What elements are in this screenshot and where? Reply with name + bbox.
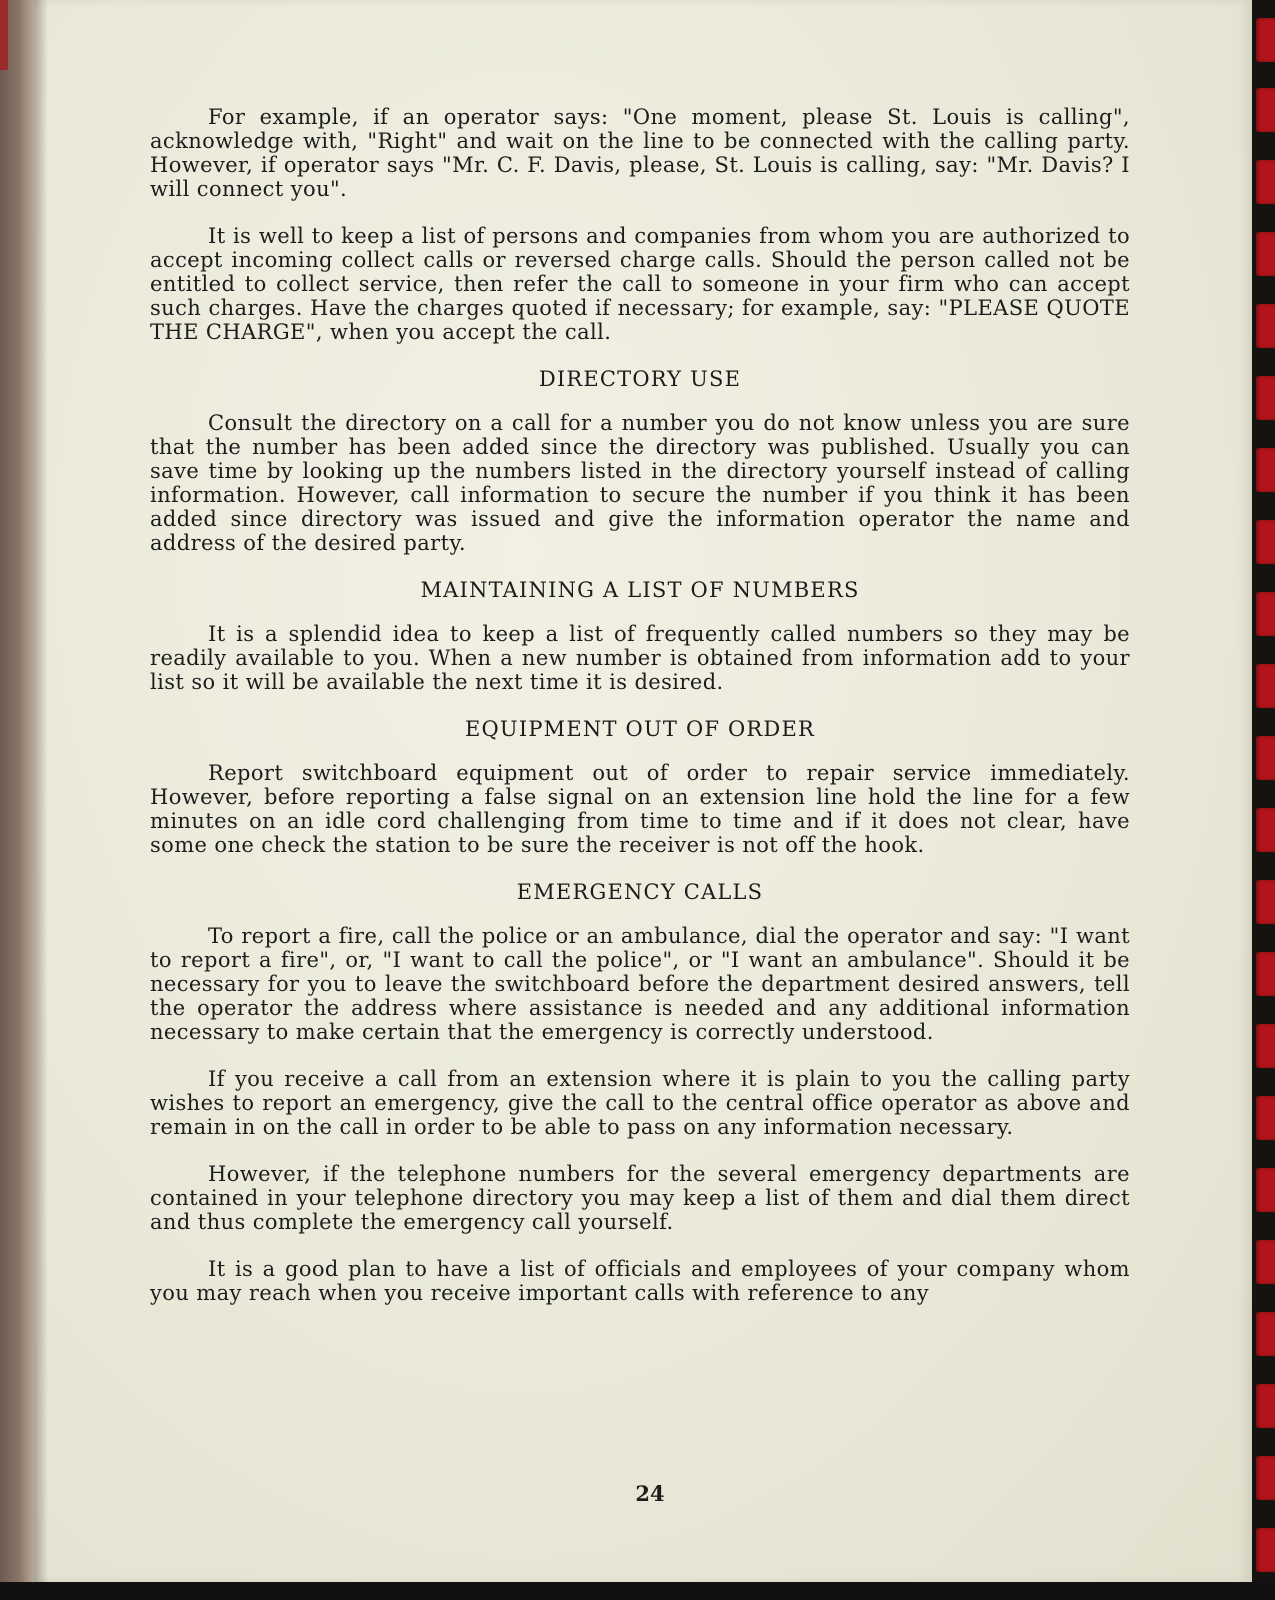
binding-tab bbox=[1256, 232, 1275, 276]
heading-equipment-out-of-order: EQUIPMENT OUT OF ORDER bbox=[464, 717, 816, 741]
bottom-shadow bbox=[0, 1582, 1275, 1600]
heading-maintaining-list: MAINTAINING A LIST OF NUMBERS bbox=[420, 578, 860, 602]
binding-tab bbox=[1256, 520, 1275, 564]
binding-tab bbox=[1256, 88, 1275, 132]
binding-tab bbox=[1256, 1528, 1275, 1572]
binding-tab bbox=[1256, 880, 1275, 924]
paragraph-directory-use: Consult the directory on a call for a number you do not know unless you are sure that the number has been added since the directory was published. Usually you can save time by looking up the numbers listed in the directory yourself instead of calling information. However, call information to secure the number if you think it has been added since directory was issued and give the information operator the name and address of the desired party. bbox=[150, 411, 1130, 555]
binding-tab bbox=[1256, 1312, 1275, 1356]
paragraph-emergency-3: However, if the telephone numbers for the several emergency departments are contained in your telephone directory you may keep a list of them and dial them direct and thus complete the emergency call yourself. bbox=[150, 1162, 1130, 1234]
binding-tab bbox=[1256, 1240, 1275, 1284]
paragraph-collect-calls: It is well to keep a list of persons and companies from whom you are authorized to accept incoming collect calls or reversed charge calls. Should the person called not be entitled to collect service, then refer the call to someone in your firm who can accept such charges. Have the charges quoted if necessary; for example, say: "PLEASE QUOTE THE CHARGE", when you accept the call. bbox=[150, 224, 1130, 344]
paragraph-equipment-out-of-order: Report switchboard equipment out of order to repair service immediately. However, before reporting a false signal on an extension line hold the line for a few minutes on an idle cord challenging from time to time and if it does not clear, have some one check the station to be sure the receiver is not off the hook. bbox=[150, 761, 1130, 857]
binding-tab bbox=[1256, 592, 1275, 636]
paragraph-emergency-2: If you receive a call from an extension where it is plain to you the calling party wishes to report an emergency, give the call to the central office operator as above and remain in on the call in order to be able to pass on any information necessary. bbox=[150, 1067, 1130, 1139]
book-left-edge bbox=[0, 0, 34, 1600]
binding-tab bbox=[1256, 1168, 1275, 1212]
binding-tab bbox=[1256, 808, 1275, 852]
facing-page-red-corner bbox=[0, 0, 8, 70]
binding-tab bbox=[1256, 664, 1275, 708]
paragraph-emergency-4: It is a good plan to have a list of officials and employees of your company whom you may reach when you receive important calls with reference to any bbox=[150, 1257, 1130, 1305]
binding-tab bbox=[1256, 160, 1275, 204]
binding-tab bbox=[1256, 18, 1275, 62]
binding-tab bbox=[1256, 1456, 1275, 1500]
binding-tab bbox=[1256, 304, 1275, 348]
paragraph-emergency-1: To report a fire, call the police or an ambulance, dial the operator and say: "I want to report a fire", or, "I want to call the police", or "I want an ambulance". Should it be necessary for you to leave the switchboard before the department desired answers, tell the operator the address where assistance is needed and any additional information necessary to make certain that the emergency is correctly understood. bbox=[150, 924, 1130, 1044]
paragraph-operator-example: For example, if an operator says: "One moment, please St. Louis is calling", acknowledge with, "Right" and wait on the line to be connected with the calling party. However, if operator says "Mr. C. F. Davis, please, St. Louis is calling, say: "Mr. Davis? I will connect you". bbox=[150, 105, 1130, 201]
paragraph-maintaining-list: It is a splendid idea to keep a list of frequently called numbers so they may be readily available to you. When a new number is obtained from information add to your list so it will be available the next time it is desired. bbox=[150, 622, 1130, 694]
heading-emergency-calls: EMERGENCY CALLS bbox=[516, 880, 764, 904]
binding-tab bbox=[1256, 1384, 1275, 1428]
page-gutter-shadow bbox=[34, 0, 48, 1582]
binding-tab bbox=[1256, 736, 1275, 780]
binding-tab bbox=[1256, 952, 1275, 996]
binding-tab bbox=[1256, 1096, 1275, 1140]
binding-tab bbox=[1256, 448, 1275, 492]
page-number: 24 bbox=[635, 1481, 665, 1506]
heading-directory-use: DIRECTORY USE bbox=[538, 367, 742, 391]
page-text bbox=[150, 105, 1130, 1328]
binding-tab bbox=[1256, 376, 1275, 420]
binding-tab bbox=[1256, 1024, 1275, 1068]
